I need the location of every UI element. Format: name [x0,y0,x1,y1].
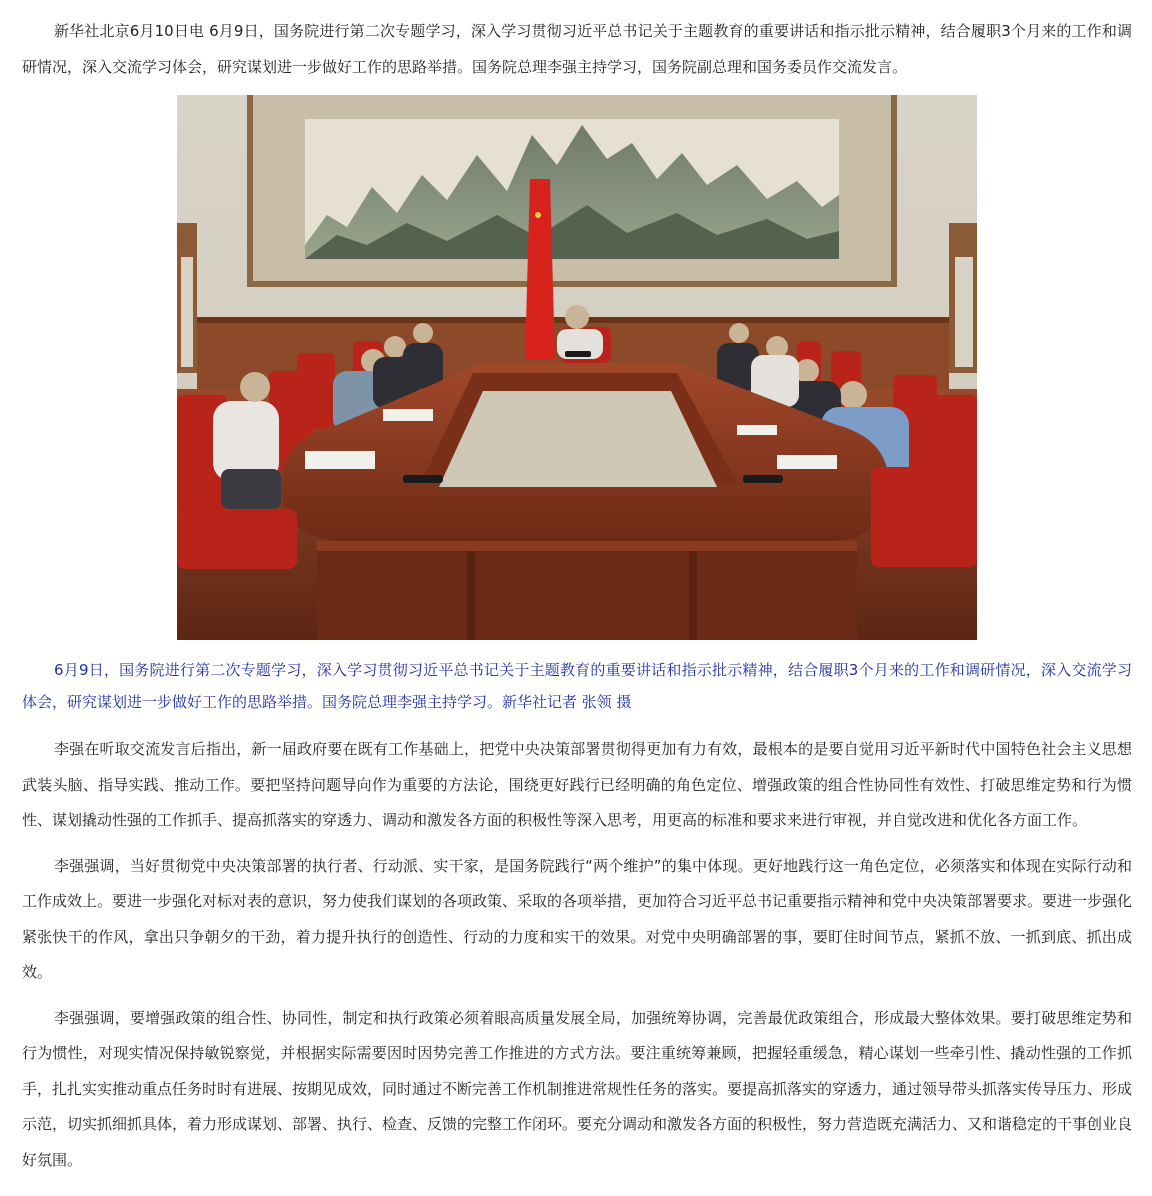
photo-caption: 6月9日，国务院进行第二次专题学习，深入学习贯彻习近平总书记关于主题教育的重要讲话和指示批示精神，结合履职3个月来的工作和调研情况，深入交流学习体会，研究谋划进一步做好工作的思路举措。国务院总理李强主持学习。新华社记者 张领 摄 [22,661,1132,711]
body-paragraph-2: 李强强调，当好贯彻党中央决策部署的执行者、行动派、实干家，是国务院践行“两个维护”的集中体现。更好地践行这一角色定位，必须落实和体现在实际行动和工作成效上。要进一步强化对标对表的意识，努力使我们谋划的各项政策、采取的各项举措，更加符合习近平总书记重要指示精神和党中央决策部署要求。要进一步强化紧张快干的作风，拿出只争朝夕的干劲，着力提升执行的创造性、行动的力度和实干的效果。对党中央明确部署的事，要盯住时间节点，紧抓不放、一抓到底、抓出成效。 [22,856,1133,981]
lead-paragraph: 新华社北京6月10日电 6月9日，国务院进行第二次专题学习，深入学习贯彻习近平总书记关于主题教育的重要讲话和指示批示精神，结合履职3个月来的工作和调研情况，深入交流学习体会，研究谋划进一步做好工作的思路举措。国务院总理李强主持学习，国务院副总理和国务委员作交流发言。 [22,22,1132,76]
article [22,0,1132,1178]
news-photo [177,95,977,640]
body-paragraph-3: 李强强调，要增强政策的组合性、协同性，制定和执行政策必须着眼高质量发展全局，加强统筹协调，完善最优政策组合，形成最大整体效果。要打破思维定势和行为惯性，对现实情况保持敏锐察觉，并根据实际需要因时因势完善工作推进的方式方法。要注重统筹兼顾，把握轻重缓急，精心谋划一些牵引性、撬动性强的工作抓手，扎扎实实推动重点任务时时有进展、按期见成效，同时通过不断完善工作机制推进常规性任务的落实。要提高抓落实的穿透力，通过领导带头抓落实传导压力、形成示范，切实抓细抓具体，着力形成谋划、部署、执行、检查、反馈的完整工作闭环。要充分调动和激发各方面的积极性，努力营造既充满活力、又和谐稳定的干事创业良好氛围。 [22,1008,1133,1169]
body-paragraph-1: 李强在听取交流发言后指出，新一届政府要在既有工作基础上，把党中央决策部署贯彻得更加有力有效，最根本的是要自觉用习近平新时代中国特色社会主义思想武装头脑、指导实践、推动工作。要把坚持问题导向作为重要的方法论，围绕更好践行已经明确的角色定位、增强政策的组合性协同性有效性、打破思维定势和行为惯性、谋划撬动性强的工作抓手、提高抓落实的穿透力、调动和激发各方面的积极性等深入思考，用更高的标准和要求来进行审视，并自觉改进和优化各方面工作。 [22,740,1132,829]
